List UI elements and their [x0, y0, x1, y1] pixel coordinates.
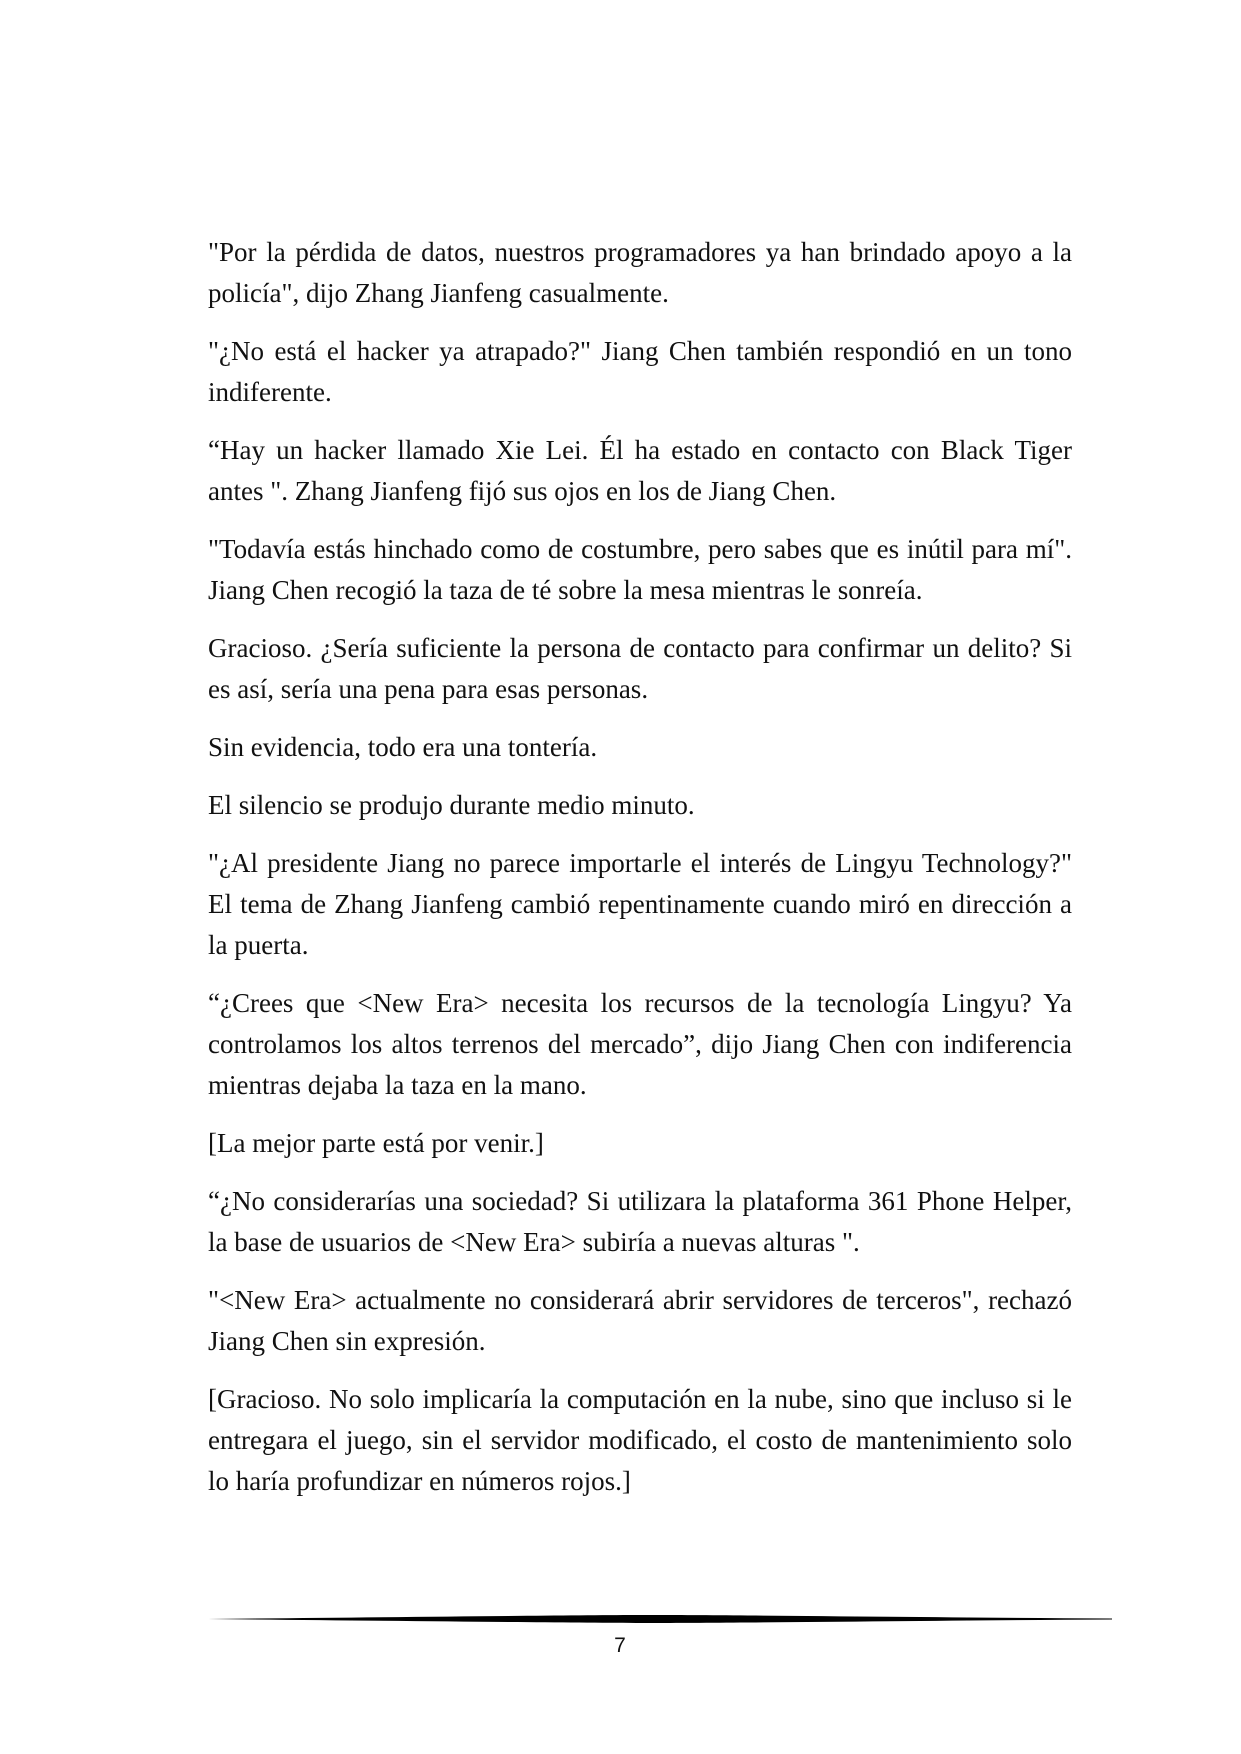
paragraph: [Gracioso. No solo implicaría la computación en la nube, sino que incluso si le entregara el juego, sin el servidor modificado, el costo de mantenimiento solo lo haría profundizar en números rojos.]: [208, 1384, 1072, 1496]
paragraph: “¿No considerarías una sociedad? Si utilizara la plataforma 361 Phone Helper, la base de usuarios de <New Era> subiría a nuevas alturas ".: [208, 1186, 1072, 1257]
footer-divider-stroke: [208, 1615, 1112, 1623]
paragraph: "¿No está el hacker ya atrapado?" Jiang Chen también respondió en un tono indiferente.: [208, 336, 1072, 407]
paragraph: "<New Era> actualmente no considerará abrir servidores de terceros", rechazó Jiang Chen sin expresión.: [208, 1285, 1072, 1356]
paragraph: “Hay un hacker llamado Xie Lei. Él ha estado en contacto con Black Tiger antes ". Zhang Jianfeng fijó sus ojos en los de Jiang Chen.: [208, 435, 1072, 506]
paragraph: Sin evidencia, todo era una tontería.: [208, 732, 598, 762]
footer-divider: [208, 1612, 1112, 1626]
paragraph: "¿Al presidente Jiang no parece importarle el interés de Lingyu Technology?" El tema de Zhang Jianfeng cambió repentinamente cuando miró en dirección a la puerta.: [208, 848, 1072, 960]
paragraph: "Todavía estás hinchado como de costumbre, pero sabes que es inútil para mí". Jiang Chen recogió la taza de té sobre la mesa mientras le sonreía.: [208, 534, 1072, 605]
paragraph: "Por la pérdida de datos, nuestros programadores ya han brindado apoyo a la policía", dijo Zhang Jianfeng casualmente.: [208, 237, 1072, 308]
page-body-text: [208, 232, 1072, 1519]
paragraph: “¿Crees que <New Era> necesita los recursos de la tecnología Lingyu? Ya controlamos los altos terrenos del mercado”, dijo Jiang Chen con indiferencia mientras dejaba la taza en la mano.: [208, 988, 1072, 1100]
page-number: 7: [614, 1634, 626, 1657]
paragraph: [La mejor parte está por venir.]: [208, 1128, 544, 1158]
paragraph: El silencio se produjo durante medio minuto.: [208, 790, 695, 820]
paragraph: Gracioso. ¿Sería suficiente la persona de contacto para confirmar un delito? Si es así, sería una pena para esas personas.: [208, 633, 1072, 704]
